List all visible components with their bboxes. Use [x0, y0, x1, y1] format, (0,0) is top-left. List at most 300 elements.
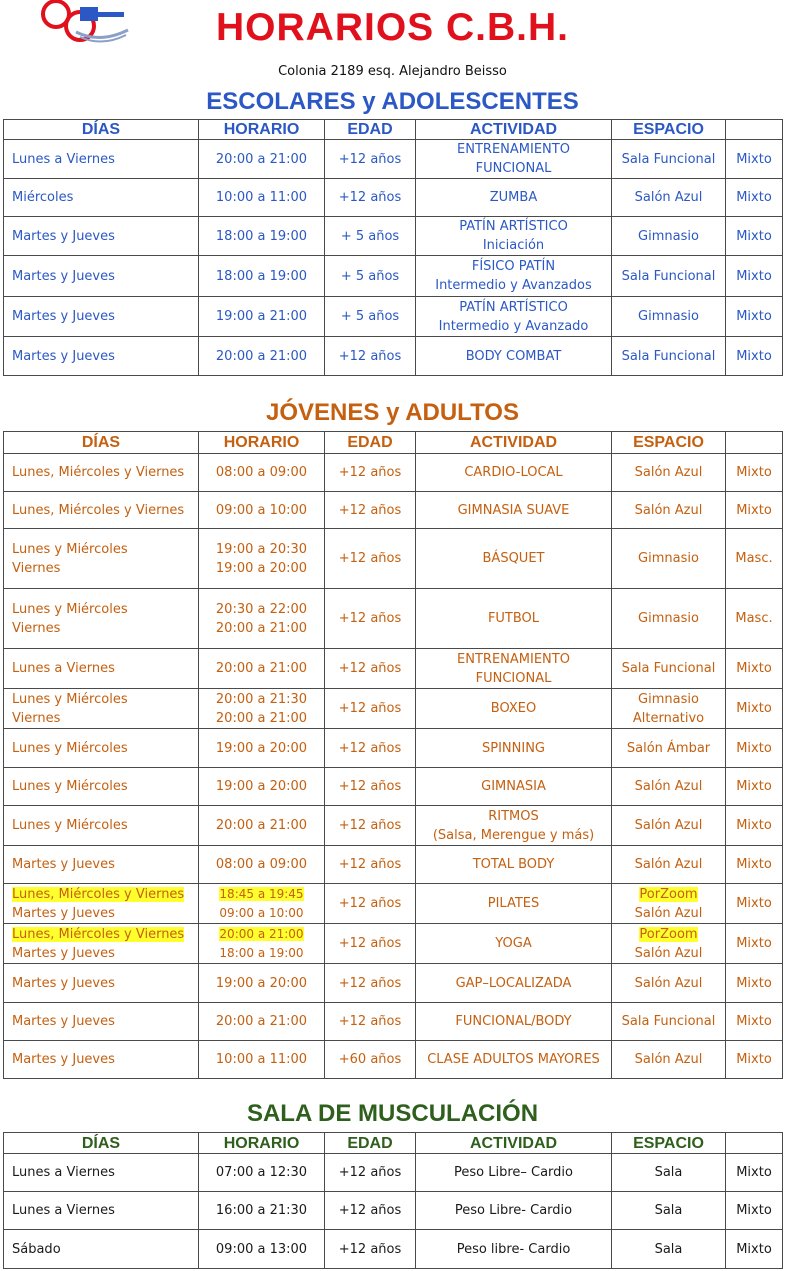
horario-line: 09:00 a 13:00	[215, 1241, 308, 1257]
espacio-line: Salón Azul	[634, 465, 703, 480]
cell-horario	[199, 1041, 325, 1079]
cell-tipo: Mixto	[726, 297, 783, 337]
cell-dias	[4, 884, 199, 924]
cell-actividad	[416, 689, 612, 729]
cell-tipo: Mixto	[726, 1230, 783, 1269]
dias-line: Martes y Jueves	[12, 228, 115, 244]
cell-horario	[199, 1192, 325, 1230]
horario-line: 18:00 a 19:00	[215, 268, 308, 284]
cell-espacio	[612, 649, 726, 689]
dias-line: Miércoles	[12, 190, 74, 205]
dias-line: Lunes a Viernes	[12, 151, 115, 167]
cell-edad: +12 años	[325, 492, 416, 529]
espacio-line: Gimnasio	[638, 691, 699, 707]
cell-actividad	[416, 454, 612, 492]
dias-line: Viernes	[12, 620, 61, 636]
cell-dias	[4, 589, 199, 649]
espacio-line: Alternativo	[632, 710, 705, 726]
cell-horario	[199, 529, 325, 589]
actividad-line: GAP–LOCALIZADA	[455, 975, 572, 991]
cell-horario	[199, 492, 325, 529]
cell-tipo: Mixto	[726, 454, 783, 492]
table-row	[4, 492, 783, 529]
cell-edad: +12 años	[325, 846, 416, 884]
table-row	[4, 179, 783, 217]
cell-espacio	[612, 529, 726, 589]
dias-line: Lunes y Miércoles	[12, 601, 128, 617]
cell-dias	[4, 217, 199, 256]
table-row	[4, 806, 783, 846]
actividad-line: PATÍN ARTÍSTICO	[459, 299, 568, 315]
cell-horario	[199, 806, 325, 846]
actividad-line: FUTBOL	[487, 611, 540, 626]
cell-dias	[4, 179, 199, 217]
column-header: ESPACIO	[612, 432, 726, 454]
horario-line: 08:00 a 09:00	[215, 465, 308, 480]
table-row	[4, 1192, 783, 1230]
horario-line: 09:00 a 10:00	[215, 502, 308, 518]
table-row	[4, 1003, 783, 1041]
cell-tipo: Masc.	[726, 589, 783, 649]
column-header: EDAD	[325, 432, 416, 454]
actividad-line: PILATES	[487, 896, 540, 911]
cell-edad: +12 años	[325, 1230, 416, 1269]
cell-edad: + 5 años	[325, 256, 416, 297]
espacio-line: Gimnasio	[638, 309, 699, 324]
cell-edad: +12 años	[325, 337, 416, 376]
cell-horario	[199, 1003, 325, 1041]
horario-line: 19:00 a 20:00	[215, 975, 308, 991]
cell-actividad	[416, 589, 612, 649]
cell-actividad	[416, 179, 612, 217]
horario-line: 19:00 a 20:00	[215, 560, 308, 576]
cell-dias	[4, 1192, 199, 1230]
espacio-line: Gimnasio	[638, 228, 699, 244]
horario-line: 20:00 a 21:00	[215, 818, 308, 833]
dias-line: Martes y Jueves	[12, 975, 115, 991]
cell-espacio	[612, 689, 726, 729]
cell-edad: +12 años	[325, 729, 416, 768]
cell-horario	[199, 256, 325, 297]
cell-espacio	[612, 140, 726, 179]
cell-horario	[199, 1154, 325, 1192]
cell-edad: +12 años	[325, 649, 416, 689]
dias-line: Lunes a Viernes	[12, 1203, 115, 1218]
actividad-line: CARDIO-LOCAL	[464, 465, 563, 480]
column-header: HORARIO	[199, 432, 325, 454]
actividad-line: Intermedio y Avanzado	[438, 318, 589, 334]
actividad-line: Peso libre- Cardio	[456, 1241, 571, 1257]
espacio-line: Sala Funcional	[621, 348, 716, 364]
actividad-line: TOTAL BODY	[472, 857, 555, 872]
table-header-row	[4, 1133, 783, 1154]
cell-edad: +12 años	[325, 964, 416, 1003]
column-header	[726, 432, 783, 454]
horario-line: 18:00 a 19:00	[215, 228, 308, 244]
espacio-line: Sala Funcional	[621, 1014, 716, 1029]
cell-edad: +12 años	[325, 140, 416, 179]
column-header: EDAD	[325, 1133, 416, 1154]
cell-horario	[199, 454, 325, 492]
cell-horario	[199, 884, 325, 924]
column-header: ESPACIO	[612, 120, 726, 140]
cell-edad: +12 años	[325, 179, 416, 217]
horario-line: 20:00 a 21:00	[215, 620, 308, 636]
cell-actividad	[416, 297, 612, 337]
cell-actividad	[416, 806, 612, 846]
actividad-line: YOGA	[495, 936, 532, 951]
dias-line: Lunes a Viernes	[12, 1165, 115, 1180]
espacio-line: Sala	[654, 1165, 683, 1180]
cell-tipo: Mixto	[726, 1041, 783, 1079]
highlighted-text: 20:00 a 21:00	[219, 926, 304, 941]
column-header	[726, 120, 783, 140]
cell-espacio	[612, 297, 726, 337]
cell-espacio	[612, 884, 726, 924]
horario-line: 19:00 a 20:00	[215, 740, 308, 756]
actividad-line: ENTRENAMIENTO	[457, 651, 570, 667]
cell-dias	[4, 846, 199, 884]
espacio-line: Gimnasio	[638, 611, 699, 626]
actividad-line: Peso Libre– Cardio	[453, 1165, 573, 1180]
column-header: ACTIVIDAD	[416, 432, 612, 454]
cell-edad: +12 años	[325, 689, 416, 729]
cell-horario	[199, 337, 325, 376]
cell-espacio	[612, 729, 726, 768]
cell-espacio	[612, 1041, 726, 1079]
dias-line: Viernes	[12, 710, 61, 726]
cell-espacio	[612, 454, 726, 492]
table-row	[4, 454, 783, 492]
highlighted-text: PorZoom	[639, 886, 698, 902]
cell-espacio	[612, 589, 726, 649]
dias-line: Lunes y Miércoles	[12, 740, 128, 756]
horario-line: 20:30 a 22:00	[215, 601, 308, 617]
cell-actividad	[416, 337, 612, 376]
highlighted-text: PorZoom	[639, 926, 698, 942]
table-row	[4, 768, 783, 806]
actividad-line: FUNCIONAL	[475, 670, 552, 686]
table-row	[4, 924, 783, 964]
cell-espacio	[612, 492, 726, 529]
actividad-line: BOXEO	[490, 701, 537, 716]
cell-espacio	[612, 846, 726, 884]
cell-horario	[199, 140, 325, 179]
cell-actividad	[416, 924, 612, 964]
espacio-line: Sala Funcional	[621, 661, 716, 676]
horario-line: 19:00 a 21:00	[215, 309, 308, 324]
espacio-line: Salón Azul	[634, 190, 703, 205]
column-header	[726, 1133, 783, 1154]
cell-tipo: Mixto	[726, 924, 783, 964]
cell-actividad	[416, 256, 612, 297]
cell-dias	[4, 337, 199, 376]
cell-actividad	[416, 492, 612, 529]
column-header: HORARIO	[199, 1133, 325, 1154]
cell-edad: + 5 años	[325, 297, 416, 337]
horario-line: 18:00 a 19:00	[219, 945, 304, 960]
espacio-line: Salón Azul	[634, 1052, 703, 1067]
cell-horario	[199, 649, 325, 689]
horario-line: 20:00 a 21:00	[215, 661, 308, 676]
cell-edad: + 5 años	[325, 217, 416, 256]
dias-line: Lunes y Miércoles	[12, 541, 128, 557]
horario-line: 08:00 a 09:00	[215, 857, 308, 872]
cell-horario	[199, 217, 325, 256]
cell-tipo: Mixto	[726, 217, 783, 256]
dias-line: Lunes, Miércoles y Viernes	[12, 465, 185, 480]
cell-actividad	[416, 1041, 612, 1079]
cell-tipo: Mixto	[726, 1154, 783, 1192]
horario-line: 10:00 a 11:00	[215, 190, 308, 205]
dias-line: Lunes, Miércoles y Viernes	[12, 502, 185, 518]
espacio-line: Salón Azul	[634, 818, 703, 833]
horario-line: 20:00 a 21:00	[215, 348, 308, 364]
cell-dias	[4, 1041, 199, 1079]
cell-edad: +12 años	[325, 1192, 416, 1230]
espacio-line: Salón Azul	[634, 502, 703, 518]
cell-espacio	[612, 217, 726, 256]
table-row	[4, 256, 783, 297]
table-row	[4, 297, 783, 337]
cell-espacio	[612, 256, 726, 297]
table-row	[4, 589, 783, 649]
cell-dias	[4, 964, 199, 1003]
espacio-line: Gimnasio	[638, 551, 699, 566]
dias-line: Martes y Jueves	[12, 905, 115, 921]
cell-actividad	[416, 964, 612, 1003]
column-header: ACTIVIDAD	[416, 120, 612, 140]
cell-horario	[199, 846, 325, 884]
actividad-line: FUNCIONAL	[475, 161, 552, 176]
highlighted-text: 18:45 a 19:45	[219, 886, 304, 901]
table-row	[4, 846, 783, 884]
dias-line: Martes y Jueves	[12, 1052, 115, 1067]
dias-line: Martes y Jueves	[12, 857, 115, 872]
horario-line: 20:00 a 21:00	[215, 1014, 308, 1029]
cell-dias	[4, 1003, 199, 1041]
cell-dias	[4, 1154, 199, 1192]
table-row	[4, 729, 783, 768]
cell-actividad	[416, 217, 612, 256]
cell-edad: +12 años	[325, 924, 416, 964]
espacio-line: Salón Ámbar	[626, 740, 711, 756]
cell-dias	[4, 924, 199, 964]
table-row	[4, 217, 783, 256]
horario-line	[203, 925, 320, 944]
cell-espacio	[612, 1230, 726, 1269]
cell-horario	[199, 589, 325, 649]
actividad-line: BODY COMBAT	[465, 348, 562, 364]
cell-edad: +12 años	[325, 768, 416, 806]
actividad-line: FÍSICO PATÍN	[471, 259, 556, 274]
horario-line: 10:00 a 11:00	[215, 1052, 308, 1067]
cell-tipo: Mixto	[726, 337, 783, 376]
cell-edad: +12 años	[325, 1154, 416, 1192]
dias-line	[12, 885, 194, 904]
column-header: EDAD	[325, 120, 416, 140]
horario-line	[203, 885, 320, 904]
cell-actividad	[416, 1230, 612, 1269]
cell-actividad	[416, 1154, 612, 1192]
actividad-line: Intermedio y Avanzados	[435, 278, 592, 293]
cell-edad: +60 años	[325, 1041, 416, 1079]
section-title-musculacion: SALA DE MUSCULACIÓN	[246, 1100, 539, 1127]
cell-tipo: Mixto	[726, 689, 783, 729]
horario-line: 20:00 a 21:00	[215, 710, 308, 726]
table-row	[4, 529, 783, 589]
cell-edad: +12 años	[325, 589, 416, 649]
table-header-row	[4, 432, 783, 454]
cell-dias	[4, 492, 199, 529]
cell-horario	[199, 964, 325, 1003]
table-row	[4, 140, 783, 179]
actividad-line: (Salsa, Merengue y más)	[432, 827, 595, 843]
cell-tipo: Mixto	[726, 729, 783, 768]
cell-tipo: Mixto	[726, 256, 783, 297]
cell-espacio	[612, 964, 726, 1003]
actividad-line: FUNCIONAL/BODY	[455, 1014, 572, 1029]
espacio-line: Sala Funcional	[621, 268, 716, 284]
cell-actividad	[416, 529, 612, 589]
cell-tipo: Mixto	[726, 884, 783, 924]
table-row	[4, 884, 783, 924]
horario-line: 20:00 a 21:30	[215, 691, 308, 707]
actividad-line: Iniciación	[482, 238, 545, 253]
cell-edad: +12 años	[325, 454, 416, 492]
cell-edad: +12 años	[325, 1003, 416, 1041]
cell-actividad	[416, 649, 612, 689]
horario-line: 07:00 a 12:30	[215, 1165, 308, 1180]
horario-line: 20:00 a 21:00	[215, 151, 308, 167]
cell-horario	[199, 689, 325, 729]
cell-dias	[4, 649, 199, 689]
cell-tipo: Masc.	[726, 529, 783, 589]
actividad-line: ENTRENAMIENTO	[457, 142, 570, 157]
cell-espacio	[612, 924, 726, 964]
cell-dias	[4, 529, 199, 589]
actividad-line: SPINNING	[481, 740, 545, 756]
espacio-line: Salón Azul	[634, 857, 703, 872]
table-row	[4, 1041, 783, 1079]
cell-tipo: Mixto	[726, 1192, 783, 1230]
actividad-line: GIMNASIA	[481, 779, 546, 794]
cell-espacio	[612, 179, 726, 217]
horario-line: 09:00 a 10:00	[219, 905, 304, 920]
column-header: HORARIO	[199, 120, 325, 140]
cell-dias	[4, 140, 199, 179]
cell-actividad	[416, 140, 612, 179]
table-escolares	[3, 119, 783, 376]
column-header: ACTIVIDAD	[416, 1133, 612, 1154]
cell-edad: +12 años	[325, 806, 416, 846]
dias-line: Viernes	[12, 560, 61, 576]
cell-tipo: Mixto	[726, 649, 783, 689]
highlighted-text: Lunes, Miércoles y Viernes	[12, 886, 185, 902]
table-row	[4, 1154, 783, 1192]
cell-dias	[4, 454, 199, 492]
cell-dias	[4, 689, 199, 729]
espacio-line: Sala	[654, 1203, 683, 1218]
dias-line: Martes y Jueves	[12, 1014, 115, 1029]
table-row	[4, 337, 783, 376]
page-title: HORARIOS C.B.H.	[215, 6, 569, 49]
espacio-line: Salón Azul	[634, 975, 703, 991]
espacio-line: Salón Azul	[634, 779, 703, 794]
table-musculacion	[3, 1132, 783, 1269]
cell-actividad	[416, 1003, 612, 1041]
table-row	[4, 689, 783, 729]
cell-edad: +12 años	[325, 529, 416, 589]
actividad-line: ZUMBA	[489, 190, 538, 205]
actividad-line: GIMNASIA SUAVE	[457, 502, 570, 518]
cell-dias	[4, 297, 199, 337]
dias-line: Lunes y Miércoles	[12, 691, 128, 707]
cell-horario	[199, 297, 325, 337]
cell-dias	[4, 256, 199, 297]
actividad-line: Peso Libre- Cardio	[454, 1203, 573, 1218]
cell-espacio	[612, 1192, 726, 1230]
dias-line: Sábado	[12, 1241, 61, 1257]
table-row	[4, 649, 783, 689]
espacio-line	[616, 885, 721, 904]
dias-line: Martes y Jueves	[12, 945, 115, 961]
cell-tipo: Mixto	[726, 179, 783, 217]
section-title-jovenes: JÓVENES y ADULTOS	[266, 399, 519, 426]
actividad-line: BÁSQUET	[482, 551, 545, 566]
dias-line: Lunes y Miércoles	[12, 818, 128, 833]
cell-horario	[199, 729, 325, 768]
column-header: ESPACIO	[612, 1133, 726, 1154]
espacio-line: Sala Funcional	[621, 151, 716, 167]
cell-horario	[199, 768, 325, 806]
cell-horario	[199, 179, 325, 217]
club-address: Colonia 2189 esq. Alejandro Beisso	[278, 64, 507, 79]
table-jovenes	[3, 431, 783, 1079]
dias-line: Lunes a Viernes	[12, 661, 115, 676]
cell-dias	[4, 768, 199, 806]
cell-edad: +12 años	[325, 884, 416, 924]
table-row	[4, 1230, 783, 1269]
cell-espacio	[612, 806, 726, 846]
espacio-line: Salón Azul	[634, 905, 703, 921]
cell-horario	[199, 1230, 325, 1269]
dias-line: Martes y Jueves	[12, 348, 115, 364]
dias-line: Martes y Jueves	[12, 309, 115, 324]
cell-espacio	[612, 1003, 726, 1041]
cell-espacio	[612, 768, 726, 806]
actividad-line: RITMOS	[488, 808, 539, 824]
cell-actividad	[416, 768, 612, 806]
dias-line: Lunes y Miércoles	[12, 779, 128, 794]
espacio-line: Salón Azul	[634, 945, 703, 961]
cell-tipo: Mixto	[726, 846, 783, 884]
column-header: DÍAS	[4, 432, 199, 454]
cell-tipo: Mixto	[726, 964, 783, 1003]
horario-line: 16:00 a 21:30	[215, 1203, 308, 1218]
dias-line: Martes y Jueves	[12, 268, 115, 284]
table-row	[4, 964, 783, 1003]
cell-actividad	[416, 729, 612, 768]
dias-line	[12, 925, 194, 944]
highlighted-text: Lunes, Miércoles y Viernes	[12, 926, 185, 942]
cell-actividad	[416, 884, 612, 924]
cell-tipo: Mixto	[726, 140, 783, 179]
espacio-line	[616, 925, 721, 944]
cell-tipo: Mixto	[726, 492, 783, 529]
cell-tipo: Mixto	[726, 1003, 783, 1041]
cell-actividad	[416, 846, 612, 884]
